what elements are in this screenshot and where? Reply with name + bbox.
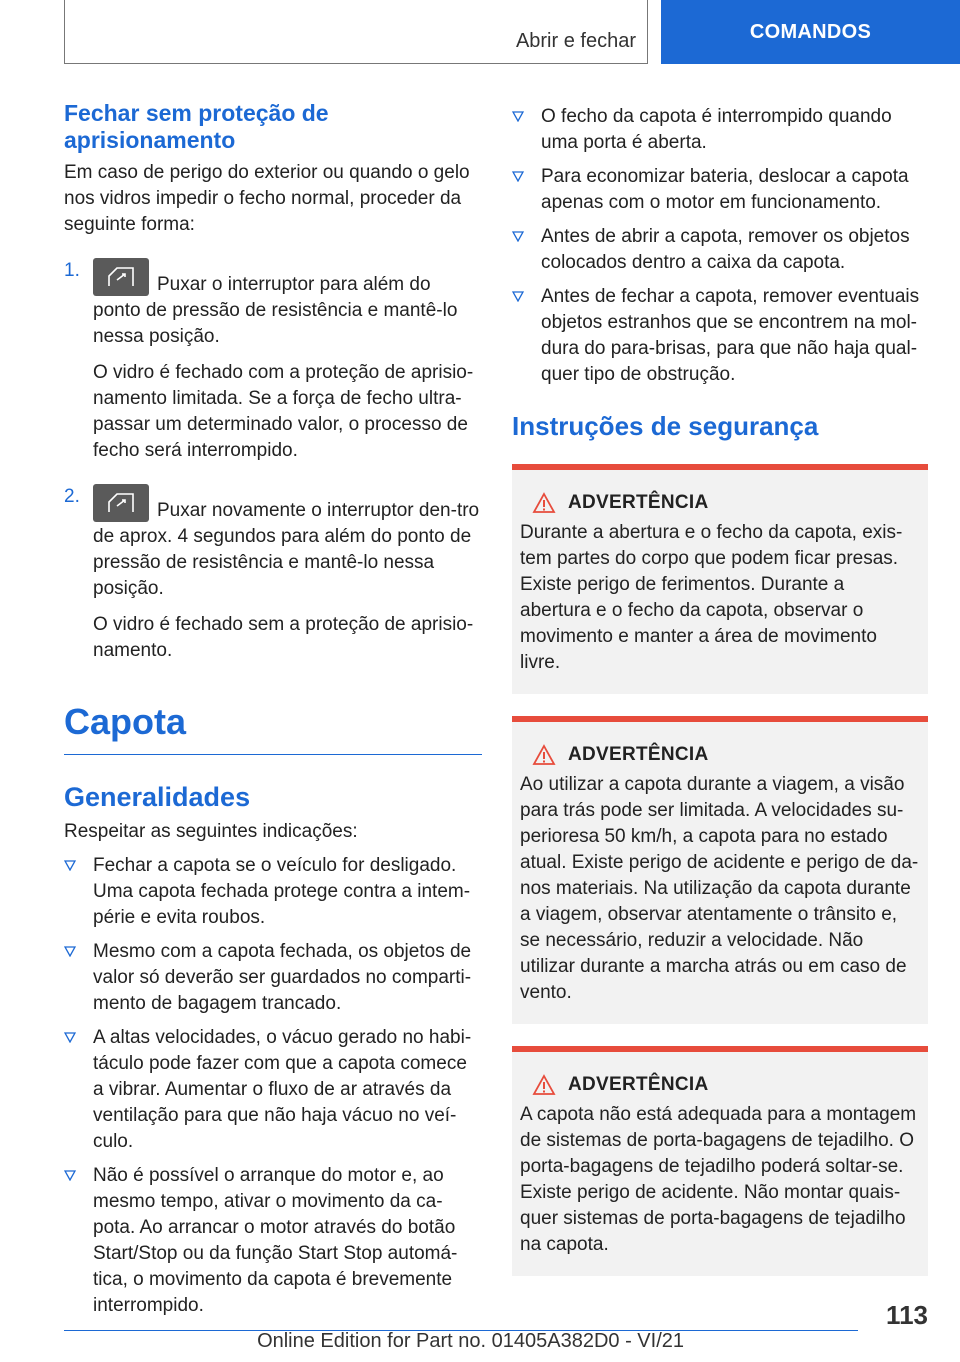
list-item: O fecho da capota é interrompido quando uma porta é aberta. [512,104,928,156]
triangle-bullet-icon [64,859,76,871]
window-switch-icon [93,258,149,296]
section-title: Instruções de segurança [512,411,819,441]
step-number: 1. [64,260,80,281]
step-1 [64,258,482,464]
warning-title: ADVERTÊNCIA [568,492,709,513]
bullet-list [64,853,482,1319]
triangle-bullet-icon [512,110,524,122]
triangle-bullet-icon [512,230,524,242]
list-item: Fechar a capota se o veículo for desligado. Uma capota fechada protege contra a intem-périe e evita roubos. [64,853,482,931]
bullet-list [512,104,928,388]
list-item: A altas velocidades, o vácuo gerado no habi-táculo pode fazer com que a capota comece a vibrar. Aumentar o fluxo de ar através da ventilação para que não haja vácuo no veí-culo. [64,1025,482,1155]
warning-box [512,464,928,694]
triangle-bullet-icon [512,170,524,182]
subsection-title: Fechar sem proteção de aprisionamento [64,100,329,153]
list-item: Antes de abrir a capota, remover os objetos colocados dentro a caixa da capota. [512,224,928,276]
warning-text: Durante a abertura e o fecho da capota, exis-tem partes do corpo que podem ficar presas. Existe perigo de ferimentos. Durante a abertura e o fecho da capota, observar o movimento e manter a área de movimento livre. [520,522,903,673]
triangle-bullet-icon [64,1031,76,1043]
page-number: 113 [886,1300,928,1330]
triangle-bullet-icon [64,945,76,957]
chapter-title: Capota [64,700,482,755]
step-note: O vidro é fechado sem a proteção de aprisio-namento. [93,614,474,661]
warning-triangle-icon [532,744,556,766]
list-item: Mesmo com a capota fechada, os objetos de valor só deverão ser guardados no comparti-mento de bagagem trancado. [64,939,482,1017]
list-item: Antes de fechar a capota, remover eventuais objetos estranhos que se encontrem na mol-dura do para-brisas, para que não haja qual-quer tipo de obstrução. [512,284,928,388]
triangle-bullet-icon [512,290,524,302]
section-title: Generalidades [64,782,251,812]
warning-title: ADVERTÊNCIA [568,1074,709,1095]
list-item: Não é possível o arranque do motor e, ao mesmo tempo, ativar o movimento da ca-pota. Ao arrancar o motor através do botão Start/Stop ou da função Start Stop automá-tica, o movimento da capota é brevemente interrompido. [64,1163,482,1319]
step-note: O vidro é fechado com a proteção de aprisio-namento limitada. Se a força de fecho ultra-passar um determinado valor, o processo de fecho será interrompido. [93,362,474,461]
warning-title: ADVERTÊNCIA [568,744,709,765]
intro-paragraph: Respeitar as seguintes indicações: [64,821,358,842]
step-text: Puxar novamente o interruptor den-tro de aprox. 4 segundos para além do ponto de pressão de resistência e mantê-lo nessa posição. [93,500,480,599]
step-2 [64,484,482,664]
header-section-title: Abrir e fechar [515,30,636,52]
intro-paragraph: Em caso de perigo do exterior ou quando o gelo nos vidros impedir o fecho normal, proceder da seguinte forma: [64,162,470,235]
triangle-bullet-icon [64,1169,76,1181]
warning-box [512,716,928,1024]
right-column [512,100,928,1276]
left-column [64,100,482,1319]
list-item: Para economizar bateria, deslocar a capota apenas com o motor em funcionamento. [512,164,928,216]
warning-box [512,1046,928,1276]
step-number: 2. [64,486,80,507]
window-switch-icon [93,484,149,522]
header-chapter-tab: COMANDOS [661,0,960,64]
warning-text: Ao utilizar a capota durante a viagem, a visão para trás pode ser limitada. A velocidades su-perioresa 50 km/h, a capota para no estado atual. Existe perigo de acidente e perigo de da-nos materiais. Na utilização da capota durante a viagem, observar atentamente o trânsito e, se necessário, reduzir a velocidade. Não utilizar durante a marcha atrás ou em caso de vento. [520,774,919,1003]
step-text: Puxar o interruptor para além do ponto de pressão de resistência e mantê-lo nessa posição. [93,274,458,347]
footer-edition: Online Edition for Part no. 01405A382D0 - VI/21 [257,1330,684,1352]
warning-triangle-icon [532,492,556,514]
warning-text: A capota não está adequada para a montagem de sistemas de porta-bagagens de tejadilho. O porta-bagagens de tejadilho poderá soltar-se. Existe perigo de acidente. Não montar quais-quer sistemas de porta-bagagens de tejadilho na capota. [520,1104,917,1255]
warning-triangle-icon [532,1074,556,1096]
